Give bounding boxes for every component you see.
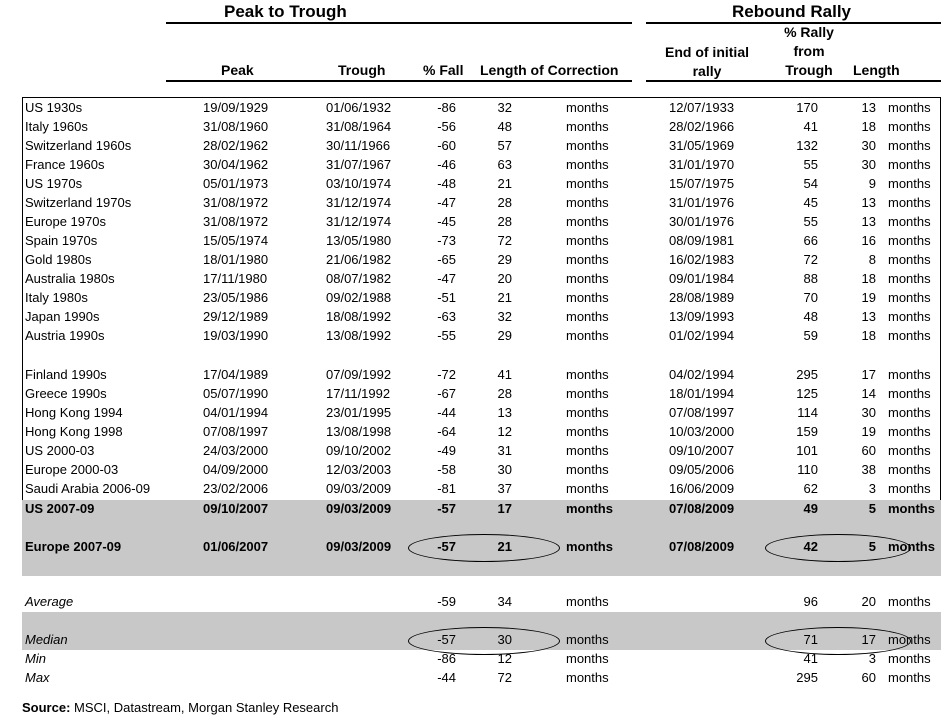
cell-fall: -60 [437, 138, 456, 153]
header-end-of-initial-rally: End of initial rally [665, 44, 749, 79]
cell-peak: 31/08/1960 [203, 119, 269, 134]
cell-len: 21 [497, 176, 512, 191]
cell-rally: 42 [803, 539, 818, 554]
cell-trough: 13/08/1998 [326, 424, 392, 439]
cell-runit: months [888, 233, 931, 248]
cell-unit: months [566, 309, 609, 324]
cell-market: Switzerland 1960s [25, 138, 132, 153]
cell-unit: months [566, 252, 609, 267]
cell-end: 28/02/1966 [669, 119, 735, 134]
cell-fall: -45 [437, 214, 456, 229]
cell-unit: months [566, 157, 609, 172]
cell-rally: 101 [796, 443, 818, 458]
cell-rlen: 60 [861, 670, 876, 685]
cell-runit: months [888, 462, 931, 477]
cell-end: 18/01/1994 [669, 386, 735, 401]
cell-end: 28/08/1989 [669, 290, 735, 305]
cell-trough: 17/11/1992 [326, 386, 391, 401]
cell-rally: 72 [803, 252, 818, 267]
table-row [0, 460, 951, 479]
cell-runit: months [888, 328, 931, 343]
rebound-rally-heading: Rebound Rally [732, 2, 852, 21]
cell-end: 12/07/1933 [669, 100, 735, 115]
oval-europe-rally [765, 534, 911, 562]
table-row [0, 307, 951, 326]
cell-rlen: 3 [868, 651, 876, 666]
cell-peak: 01/06/2007 [203, 539, 269, 554]
cell-unit: months [566, 632, 609, 647]
cell-unit: months [566, 443, 609, 458]
cell-peak: 19/09/1929 [203, 100, 269, 115]
table-row [0, 499, 951, 518]
cell-rlen: 18 [861, 119, 876, 134]
cell-trough: 09/03/2009 [326, 501, 392, 516]
cell-trough: 21/06/1982 [326, 252, 392, 267]
cell-rally: 159 [796, 424, 818, 439]
cell-market: Gold 1980s [25, 252, 92, 267]
cell-len: 21 [497, 539, 512, 554]
header-trough: Trough [338, 62, 386, 78]
cell-rally: 55 [803, 214, 818, 229]
cell-unit: months [566, 138, 609, 153]
cell-peak: 04/01/1994 [203, 405, 269, 420]
cell-trough: 12/03/2003 [326, 462, 392, 477]
cell-rlen: 17 [861, 632, 876, 647]
cell-end: 16/06/2009 [669, 481, 735, 496]
cell-fall: -64 [437, 424, 456, 439]
cell-len: 63 [497, 157, 512, 172]
table-row [0, 384, 951, 403]
cell-end: 01/02/1994 [669, 328, 735, 343]
cell-fall: -44 [437, 405, 456, 420]
cell-market: Japan 1990s [25, 309, 100, 324]
cell-rally: 88 [803, 271, 818, 286]
cell-fall: -86 [437, 651, 456, 666]
cell-fall: -67 [437, 386, 456, 401]
cell-rlen: 60 [861, 443, 876, 458]
cell-rlen: 30 [861, 405, 876, 420]
cell-unit: months [566, 367, 609, 382]
cell-peak: 17/11/1980 [203, 271, 268, 286]
cell-len: 57 [497, 138, 512, 153]
cell-len: 31 [497, 443, 512, 458]
cell-rlen: 3 [868, 481, 876, 496]
oval-median-rally [765, 627, 911, 655]
cell-market: US 2007-09 [25, 501, 95, 516]
cell-fall: -63 [437, 309, 456, 324]
cell-peak: 24/03/2000 [203, 443, 269, 458]
cell-len: 41 [497, 367, 512, 382]
cell-len: 20 [497, 271, 512, 286]
cell-market: Max [25, 670, 50, 685]
cell-market: US 2000-03 [25, 443, 95, 458]
cell-market: US 1930s [25, 100, 83, 115]
cell-peak: 30/04/1962 [203, 157, 269, 172]
cell-end: 07/08/2009 [669, 501, 735, 516]
cell-peak: 09/10/2007 [203, 501, 269, 516]
oval-median-fall [408, 627, 560, 655]
cell-rlen: 13 [861, 100, 876, 115]
cell-peak: 23/02/2006 [203, 481, 269, 496]
cell-market: Europe 2007-09 [25, 539, 122, 554]
table-row [0, 98, 951, 117]
cell-fall: -58 [437, 462, 456, 477]
peak-to-trough-heading: Peak to Trough [224, 2, 347, 21]
cell-rally: 54 [803, 176, 818, 191]
cell-rlen: 8 [868, 252, 876, 267]
cell-len: 17 [497, 501, 512, 516]
cell-runit: months [888, 405, 931, 420]
cell-trough: 07/09/1992 [326, 367, 392, 382]
table-row [0, 269, 951, 288]
cell-runit: months [888, 501, 935, 516]
cell-len: 29 [497, 252, 512, 267]
table-row [0, 136, 951, 155]
cell-rally: 132 [796, 138, 818, 153]
table-row [0, 326, 951, 345]
cell-fall: -73 [437, 233, 456, 248]
cell-unit: months [566, 176, 609, 191]
cell-runit: months [888, 424, 931, 439]
table-row [0, 365, 951, 384]
cell-trough: 09/03/2009 [326, 539, 392, 554]
cell-rlen: 5 [868, 539, 876, 554]
column-header-rule-right [646, 80, 941, 82]
cell-trough: 23/01/1995 [326, 405, 392, 420]
cell-len: 72 [497, 233, 512, 248]
cell-unit: months [566, 233, 609, 248]
header-length: Length [853, 62, 900, 78]
table-row [0, 422, 951, 441]
cell-fall: -57 [437, 501, 456, 516]
cell-len: 28 [497, 214, 512, 229]
cell-peak: 23/05/1986 [203, 290, 269, 305]
cell-runit: months [888, 386, 931, 401]
cell-rally: 295 [796, 670, 818, 685]
cell-runit: months [888, 138, 931, 153]
cell-market: Hong Kong 1998 [25, 424, 123, 439]
cell-runit: months [888, 651, 931, 666]
cell-fall: -49 [437, 443, 456, 458]
cell-fall: -59 [437, 594, 456, 609]
cell-fall: -46 [437, 157, 456, 172]
header-fall: % Fall [423, 62, 464, 78]
cell-market: Greece 1990s [25, 386, 107, 401]
cell-fall: -56 [437, 119, 456, 134]
cell-peak: 17/04/1989 [203, 367, 269, 382]
cell-rally: 66 [803, 233, 818, 248]
cell-len: 30 [497, 632, 512, 647]
cell-trough: 31/08/1964 [326, 119, 392, 134]
cell-end: 08/09/1981 [669, 233, 735, 248]
cell-rally: 48 [803, 309, 818, 324]
cell-trough: 09/03/2009 [326, 481, 392, 496]
table-row [0, 231, 951, 250]
cell-runit: months [888, 252, 931, 267]
cell-end: 07/08/1997 [669, 405, 735, 420]
cell-fall: -44 [437, 670, 456, 685]
cell-rlen: 30 [861, 138, 876, 153]
table-row [0, 479, 951, 498]
cell-trough: 09/10/2002 [326, 443, 392, 458]
cell-len: 12 [497, 424, 512, 439]
cell-len: 72 [497, 670, 512, 685]
header-rally-from-trough: % Rally from Trough [784, 24, 834, 78]
cell-market: Min [25, 651, 46, 666]
oval-europe-fall [408, 534, 560, 562]
cell-market: Italy 1960s [25, 119, 88, 134]
cell-len: 48 [497, 119, 512, 134]
cell-runit: months [888, 119, 931, 134]
cell-end: 10/03/2000 [669, 424, 735, 439]
cell-trough: 03/10/1974 [326, 176, 392, 191]
cell-rally: 71 [803, 632, 818, 647]
cell-rlen: 5 [868, 501, 876, 516]
cell-len: 21 [497, 290, 512, 305]
cell-peak: 31/08/1972 [203, 195, 269, 210]
header-peak: Peak [221, 62, 254, 78]
cell-runit: months [888, 443, 931, 458]
cell-market: Switzerland 1970s [25, 195, 132, 210]
cell-len: 34 [497, 594, 512, 609]
cell-rally: 59 [803, 328, 818, 343]
cell-fall: -57 [437, 632, 456, 647]
cell-runit: months [888, 195, 931, 210]
cell-end: 16/02/1983 [669, 252, 735, 267]
cell-peak: 05/01/1973 [203, 176, 269, 191]
cell-fall: -48 [437, 176, 456, 191]
cell-trough: 13/05/1980 [326, 233, 392, 248]
cell-trough: 01/06/1932 [326, 100, 392, 115]
cell-len: 28 [497, 195, 512, 210]
cell-market: US 1970s [25, 176, 83, 191]
peak-to-trough-rule [166, 22, 632, 24]
cell-trough: 31/12/1974 [326, 195, 392, 210]
cell-market: Saudi Arabia 2006-09 [25, 481, 151, 496]
cell-rlen: 19 [861, 290, 876, 305]
cell-rally: 55 [803, 157, 818, 172]
table-row [0, 288, 951, 307]
cell-trough: 08/07/1982 [326, 271, 392, 286]
cell-rlen: 17 [861, 367, 876, 382]
source-note: Source: MSCI, Datastream, Morgan Stanley Research [22, 700, 339, 715]
cell-trough: 30/11/1966 [326, 138, 391, 153]
cell-rally: 114 [797, 405, 818, 420]
cell-fall: -65 [437, 252, 456, 267]
cell-end: 30/01/1976 [669, 214, 735, 229]
cell-fall: -51 [437, 290, 456, 305]
cell-len: 13 [497, 405, 512, 420]
cell-peak: 05/07/1990 [203, 386, 269, 401]
cell-runit: months [888, 271, 931, 286]
cell-end: 15/07/1975 [669, 176, 735, 191]
cell-unit: months [566, 290, 609, 305]
cell-runit: months [888, 309, 931, 324]
cell-market: Spain 1970s [25, 233, 98, 248]
cell-rally: 295 [796, 367, 818, 382]
cell-rally: 62 [803, 481, 818, 496]
cell-end: 13/09/1993 [669, 309, 735, 324]
cell-market: Finland 1990s [25, 367, 107, 382]
cell-market: Australia 1980s [25, 271, 115, 286]
cell-unit: months [566, 651, 609, 666]
cell-rlen: 19 [861, 424, 876, 439]
cell-rally: 49 [803, 501, 818, 516]
cell-runit: months [888, 632, 931, 647]
cell-trough: 18/08/1992 [326, 309, 392, 324]
cell-market: Hong Kong 1994 [25, 405, 123, 420]
cell-fall: -72 [437, 367, 456, 382]
cell-rally: 45 [803, 195, 818, 210]
cell-peak: 15/05/1974 [203, 233, 269, 248]
cell-unit: months [566, 214, 609, 229]
cell-unit: months [566, 405, 609, 420]
cell-unit: months [566, 271, 609, 286]
cell-peak: 19/03/1990 [203, 328, 269, 343]
cell-rlen: 38 [861, 462, 876, 477]
table-row [0, 155, 951, 174]
cell-runit: months [888, 481, 931, 496]
cell-rlen: 13 [861, 309, 876, 324]
cell-fall: -55 [437, 328, 456, 343]
cell-runit: months [888, 157, 931, 172]
cell-end: 31/01/1976 [669, 195, 735, 210]
cell-rlen: 30 [861, 157, 876, 172]
cell-rlen: 18 [861, 328, 876, 343]
cell-unit: months [566, 501, 613, 516]
cell-unit: months [566, 539, 613, 554]
cell-rlen: 14 [861, 386, 876, 401]
cell-unit: months [566, 100, 609, 115]
cell-trough: 13/08/1992 [326, 328, 392, 343]
cell-runit: months [888, 100, 931, 115]
cell-rlen: 18 [861, 271, 876, 286]
table-row [0, 117, 951, 136]
cell-trough: 31/07/1967 [326, 157, 392, 172]
cell-len: 12 [497, 651, 512, 666]
cell-runit: months [888, 367, 931, 382]
cell-rlen: 13 [861, 195, 876, 210]
cell-peak: 28/02/1962 [203, 138, 269, 153]
cell-rally: 41 [803, 119, 818, 134]
table-row [0, 193, 951, 212]
cell-rally: 96 [803, 594, 818, 609]
cell-unit: months [566, 386, 609, 401]
cell-unit: months [566, 424, 609, 439]
cell-end: 04/02/1994 [669, 367, 735, 382]
cell-market: Europe 2000-03 [25, 462, 119, 477]
cell-fall: -47 [437, 271, 456, 286]
stats-row [0, 668, 951, 687]
cell-fall: -57 [437, 539, 456, 554]
cell-rally: 125 [796, 386, 818, 401]
cell-rlen: 9 [868, 176, 876, 191]
cell-trough: 09/02/1988 [326, 290, 392, 305]
table-row [0, 250, 951, 269]
cell-end: 09/05/2006 [669, 462, 735, 477]
cell-fall: -47 [437, 195, 456, 210]
cell-unit: months [566, 594, 609, 609]
cell-len: 37 [497, 481, 512, 496]
table-row [0, 212, 951, 231]
column-header-rule-left [166, 80, 632, 82]
cell-peak: 18/01/1980 [203, 252, 269, 267]
cell-runit: months [888, 214, 931, 229]
table-row [0, 174, 951, 193]
cell-unit: months [566, 119, 609, 134]
cell-runit: months [888, 176, 931, 191]
header-length-of-correction: Length of Correction [480, 62, 619, 78]
cell-end: 09/01/1984 [669, 271, 735, 286]
cell-runit: months [888, 539, 935, 554]
cell-end: 31/01/1970 [669, 157, 735, 172]
cell-end: 09/10/2007 [669, 443, 735, 458]
table-row [0, 441, 951, 460]
cell-rlen: 13 [861, 214, 876, 229]
cell-rlen: 16 [861, 233, 876, 248]
cell-rlen: 20 [861, 594, 876, 609]
cell-market: France 1960s [25, 157, 105, 172]
cell-peak: 31/08/1972 [203, 214, 269, 229]
cell-rally: 170 [796, 100, 818, 115]
table-row [0, 403, 951, 422]
cell-market: Italy 1980s [25, 290, 88, 305]
cell-rally: 70 [803, 290, 818, 305]
cell-market: Europe 1970s [25, 214, 106, 229]
stats-row [0, 592, 951, 611]
cell-len: 28 [497, 386, 512, 401]
cell-unit: months [566, 481, 609, 496]
cell-len: 32 [497, 309, 512, 324]
cell-runit: months [888, 670, 931, 685]
cell-unit: months [566, 195, 609, 210]
cell-market: Median [25, 632, 68, 647]
cell-len: 29 [497, 328, 512, 343]
cell-unit: months [566, 670, 609, 685]
cell-runit: months [888, 290, 931, 305]
cell-rally: 41 [803, 651, 818, 666]
cell-runit: months [888, 594, 931, 609]
cell-peak: 07/08/1997 [203, 424, 269, 439]
cell-end: 31/05/1969 [669, 138, 735, 153]
cell-trough: 31/12/1974 [326, 214, 392, 229]
cell-len: 30 [497, 462, 512, 477]
cell-unit: months [566, 328, 609, 343]
cell-peak: 04/09/2000 [203, 462, 269, 477]
cell-rally: 110 [797, 462, 818, 477]
cell-fall: -86 [437, 100, 456, 115]
cell-fall: -81 [437, 481, 456, 496]
cell-peak: 29/12/1989 [203, 309, 269, 324]
cell-end: 07/08/2009 [669, 539, 735, 554]
cell-market: Average [25, 594, 74, 609]
cell-market: Austria 1990s [25, 328, 105, 343]
cell-unit: months [566, 462, 609, 477]
cell-len: 32 [497, 100, 512, 115]
